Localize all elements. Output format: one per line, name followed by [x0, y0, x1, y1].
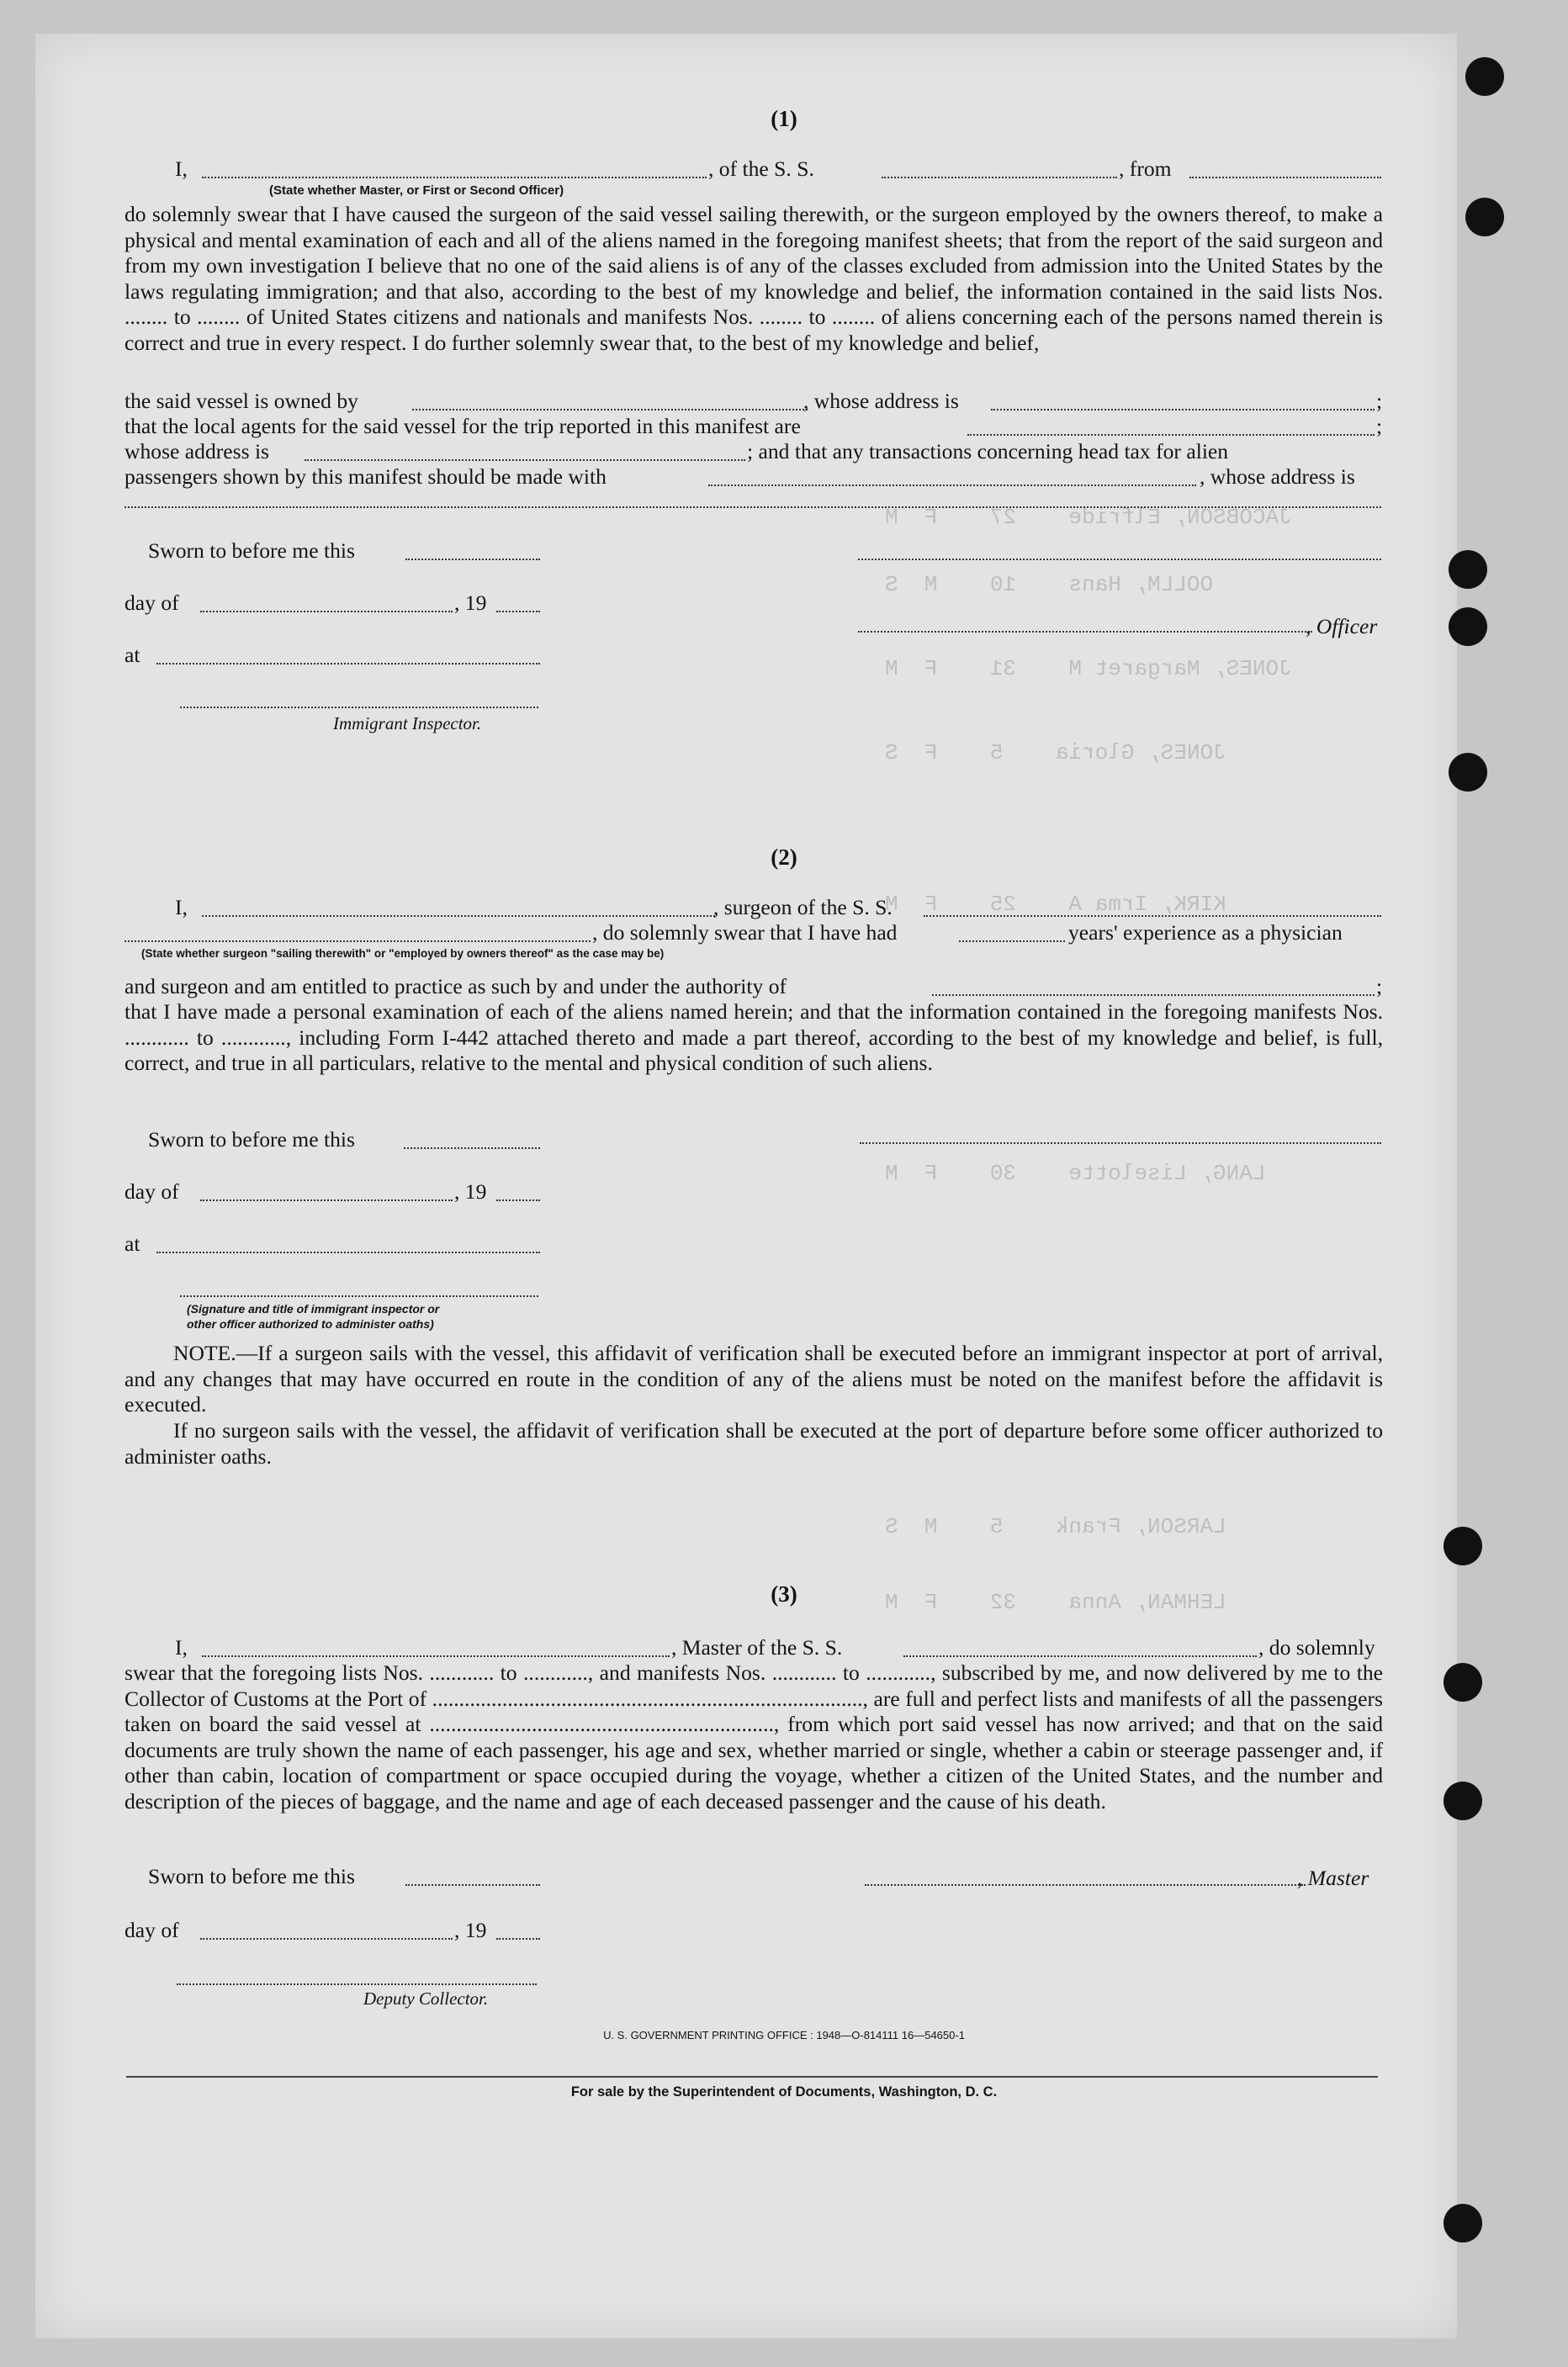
master-vessel-line	[903, 1655, 1257, 1657]
surgeon-signature-line	[860, 1142, 1381, 1144]
day-of-label: day of	[124, 590, 179, 615]
year-line-3	[496, 1938, 540, 1940]
deputy-signature-line	[177, 1983, 537, 1985]
punch-hole	[1449, 607, 1487, 646]
head-tax-address-line	[124, 506, 1381, 508]
surgeon-status-line	[124, 940, 591, 942]
sig-caption-2: other officer authorized to administer oaths)	[187, 1317, 434, 1331]
note-paragraph: NOTE.—If a surgeon sails with the vessel, this affidavit of verification shall be executed before an immigrant inspector at port of arrival, and any changes that may have occurred en route in the condition of any of the aliens must be noted on the manifest before the affidavit is executed.	[124, 1341, 1383, 1416]
authority-text: and surgeon and am entitled to practice as such by and under the authority of	[124, 974, 787, 998]
sworn-line	[405, 559, 540, 560]
sworn-line-3	[405, 1884, 540, 1886]
section-1-oath-text: do solemnly swear that I have caused the surgeon of the said vessel sailing therewith, or the surgeon employed by the owners thereof, to make a physical and mental examination of each and all of the aliens named in the foregoing manifest sheets; that from the report of the said surgeon and from my own investigation I believe that no one of the said aliens is of any of the classes excluded from admission into the United States by the laws regulating immigration; and that also, according to the best of my knowledge and belief, the information contained in the said lists Nos. ........ to ........ of United States citizens and nationals and manifests Nos. ........ to ........ of aliens concerning each of the persons named therein is correct and true in every respect. I do further solemnly swear that, to the best of my knowledge and belief,	[124, 202, 1383, 355]
surgeon-name-line	[202, 915, 715, 917]
bleed-through-text: OOLLM, Hans 10 M S	[885, 572, 1214, 597]
at-label-2: at	[124, 1231, 140, 1256]
head-tax-agent-line	[708, 485, 1196, 486]
head-tax-text: ; and that any transactions concerning head tax for alien	[747, 439, 1229, 463]
year-line	[496, 611, 540, 612]
whose-address-label: , whose address is	[803, 389, 959, 413]
at-place-line	[156, 663, 540, 665]
punch-hole	[1449, 550, 1487, 589]
vessel-name-line	[882, 177, 1117, 178]
section-2-number: (2)	[771, 845, 797, 870]
owner-line	[412, 409, 808, 410]
at-label: at	[124, 643, 140, 667]
local-agents-line	[967, 434, 1375, 436]
agent-address-line	[305, 459, 745, 461]
officer-label: , Officer	[1306, 614, 1378, 638]
deputy-label: Deputy Collector.	[363, 1988, 489, 2009]
at-place-line-2	[156, 1252, 540, 1253]
bleed-through-text: JONES, Gloria 5 F S	[885, 740, 1226, 765]
bleed-through-text: JONES, Margaret M 31 F M	[885, 656, 1292, 681]
passengers-shown-text: passengers shown by this manifest should be made with	[124, 464, 607, 489]
punch-hole	[1465, 57, 1504, 96]
owned-by-label: the said vessel is owned by	[124, 389, 358, 413]
punch-hole	[1444, 1782, 1482, 1820]
day-line-2	[200, 1199, 453, 1201]
day-of-label-2: day of	[124, 1179, 179, 1204]
master-name-line-3	[202, 1655, 670, 1657]
sale-imprint: For sale by the Superintendent of Documents, Washington, D. C.	[570, 2084, 998, 2100]
footer-rule	[126, 2076, 1378, 2078]
surgeon-vessel-line	[924, 915, 1381, 917]
sworn-line-2	[404, 1147, 540, 1149]
punch-hole	[1444, 2204, 1482, 2243]
sworn-label: Sworn to before me this	[148, 538, 355, 563]
bleed-through-text: KIRK, Irma A 25 F M	[885, 892, 1226, 917]
bleed-through-text: LEHMAN, Anna 32 F M	[885, 1590, 1226, 1615]
year-line-2	[496, 1199, 540, 1201]
do-solemnly-label: , do solemnly swear that I have had	[592, 920, 898, 945]
punch-hole	[1444, 1663, 1482, 1702]
master-prefix: I,	[175, 156, 188, 181]
day-line	[200, 611, 453, 612]
bleed-through-text: LANG, Liselotte 30 F M	[885, 1161, 1266, 1186]
day-of-label-3: day of	[124, 1918, 179, 1942]
master-caption: (State whether Master, or First or Second Officer)	[269, 183, 564, 198]
surgeon-of-label: , surgeon of the S. S.	[713, 895, 893, 919]
master-of-label: , Master of the S. S.	[671, 1635, 843, 1660]
sworn-label-3: Sworn to before me this	[148, 1864, 355, 1888]
officer-signature-line-1	[858, 559, 1381, 560]
surgeon-caption: (State whether surgeon "sailing therewith" or "employed by owners thereof" as the case may be)	[141, 947, 665, 960]
inspector-signature-line	[180, 707, 538, 708]
bleed-through-text: LARSON, Frank 5 M S	[885, 1514, 1226, 1539]
do-solemnly-label-3: , do solemnly	[1258, 1635, 1375, 1660]
punch-hole	[1444, 1527, 1482, 1565]
officer-signature-line	[858, 631, 1312, 633]
from-label: , from	[1119, 156, 1172, 181]
punch-hole	[1465, 198, 1504, 236]
section-3-number: (3)	[771, 1581, 797, 1607]
years-experience-label: years' experience as a physician	[1068, 920, 1343, 945]
day-line-3	[200, 1938, 453, 1940]
owner-address-line	[991, 409, 1375, 410]
from-port-line	[1189, 177, 1381, 178]
year-label: , 19	[454, 590, 487, 615]
semicolon: ;	[1376, 974, 1383, 998]
section-3-oath-text: swear that the foregoing lists Nos. ............ to ............, and manifests Nos. ............ to ............, subscribed by me, and now delivered by me to the Collector of Customs at the Port of ................................................................................, are full and perfect lists and manifests of all the passengers taken on board the said vessel at ................................................................, from which port said vessel has now arrived; and that on the said documents are truly shown the name of each passenger, his age and sex, whether married or single, whether a cabin or steerage passenger and, if other than cabin, location of compartment or space occupied during the voyage, whether a citizen of the United States, and the number and description of the pieces of baggage, and the name and age of each deceased passenger and the cause of his death.	[124, 1660, 1383, 1814]
whose-address-label-3: , whose address is	[1200, 464, 1355, 489]
section-1-number: (1)	[771, 106, 797, 131]
punch-hole	[1449, 753, 1487, 792]
years-line	[959, 940, 1065, 942]
bleed-through-text: JACOBSON, Elfride 27 F M	[885, 505, 1292, 530]
year-label-3: , 19	[454, 1918, 487, 1942]
section-2-oath-text: that I have made a personal examination of each of the aliens named herein; and that the information contained in the foregoing manifests Nos. ............ to ............, including Form I-442 attached thereto and made a part thereof, according to the best of my knowledge and belief, is full, correct, and true in all particulars, relative to the mental and physical condition of such aliens.	[124, 999, 1383, 1075]
gpo-imprint: U. S. GOVERNMENT PRINTING OFFICE : 1948—O-814111 16—54650-1	[603, 2029, 965, 2041]
master-label: , Master	[1297, 1866, 1369, 1890]
surgeon-prefix: I,	[175, 895, 188, 919]
master-prefix-3: I,	[175, 1635, 188, 1660]
year-label-2: , 19	[454, 1179, 487, 1204]
inspector-label: Immigrant Inspector.	[333, 713, 482, 733]
note-paragraph-2: If no surgeon sails with the vessel, the affidavit of verification shall be executed at the port of departure before some officer authorized to administer oaths.	[124, 1418, 1383, 1469]
master-name-line	[202, 177, 707, 178]
sig-caption-1: (Signature and title of immigrant inspector or	[187, 1302, 440, 1316]
of-ss-label: , of the S. S.	[708, 156, 814, 181]
agent-address-label: whose address is	[124, 439, 270, 463]
semicolon: ;	[1376, 389, 1383, 413]
semicolon: ;	[1376, 414, 1383, 438]
master-signature-line	[865, 1884, 1306, 1886]
sworn-label-2: Sworn to before me this	[148, 1127, 355, 1152]
local-agents-label: that the local agents for the said vessel for the trip reported in this manifest are	[124, 414, 801, 438]
officer-signature-line-2	[180, 1295, 538, 1297]
authority-line	[932, 994, 1375, 996]
